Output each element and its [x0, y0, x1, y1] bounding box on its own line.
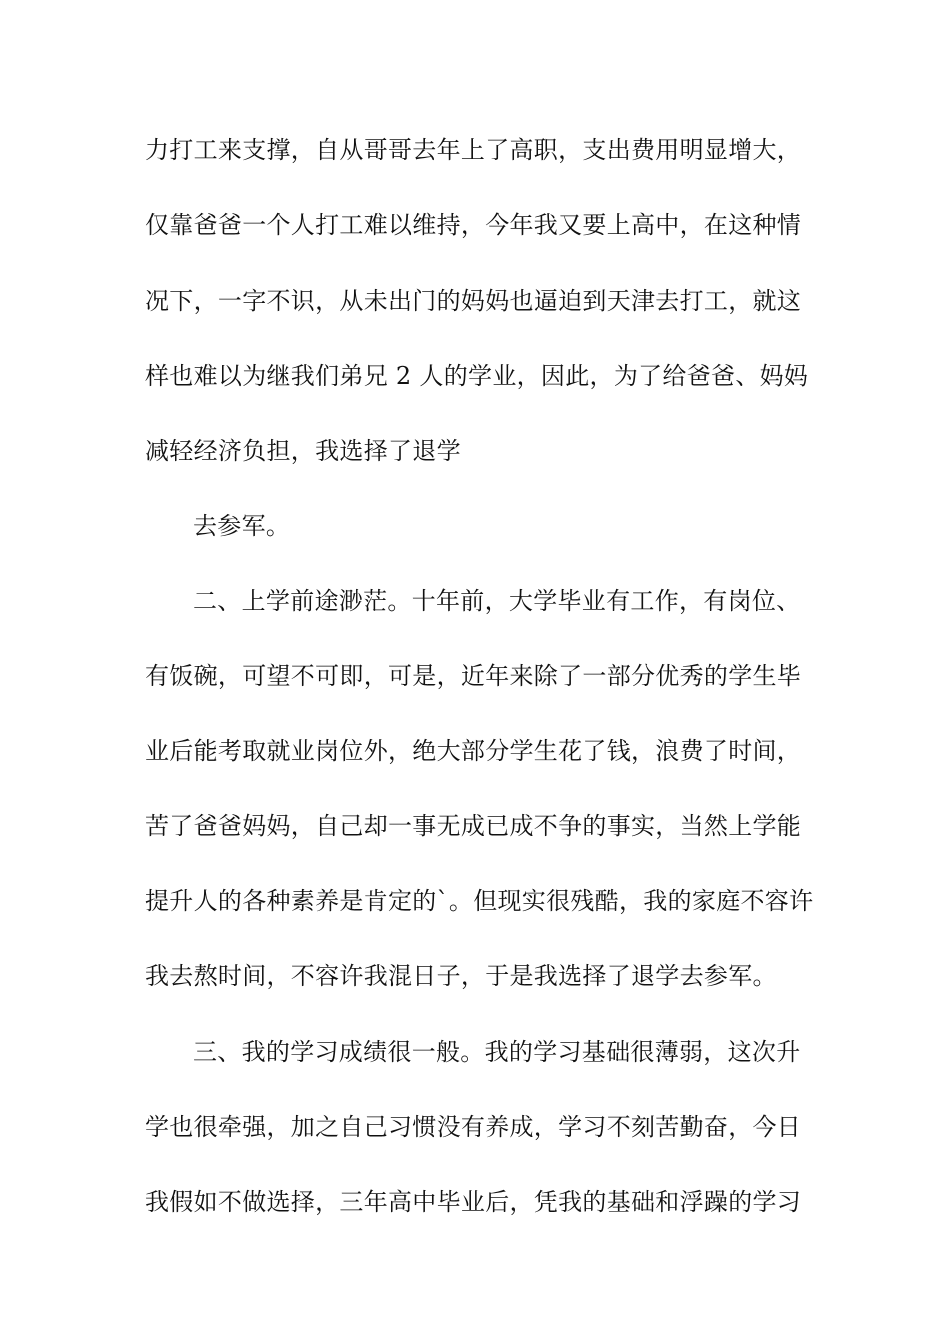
- text-line: 样也难以为继我们弟兄 2 人的学业，因此，为了给爸爸、妈妈: [145, 362, 809, 390]
- text-line: 去参军。: [193, 512, 291, 540]
- text-line: 力打工来支撑，自从哥哥去年上了高职，支出费用明显增大，: [145, 136, 802, 164]
- text-line: 有饭碗，可望不可即，可是，近年来除了一部分优秀的学生毕: [145, 662, 802, 690]
- paragraph-heading-line: 三、我的学习成绩很一般。我的学习基础很薄弱，这次升: [193, 1038, 801, 1066]
- text-line: 减轻经济负担，我选择了退学: [145, 437, 461, 465]
- text-line: 学也很牵强，加之自己习惯没有养成，学习不刻苦勤奋，今日: [145, 1113, 802, 1141]
- text-line: 业后能考取就业岗位外，绝大部分学生花了钱，浪费了时间，: [145, 737, 802, 765]
- paragraph-heading-line: 二、上学前途渺茫。十年前，大学毕业有工作，有岗位、: [193, 587, 801, 615]
- text-line: 仅靠爸爸一个人打工难以维持，今年我又要上高中，在这种情: [145, 211, 802, 239]
- text-line: 况下，一字不识，从未出门的妈妈也逼迫到天津去打工，就这: [145, 287, 802, 315]
- text-line: 提升人的各种素养是肯定的`。但现实很残酷，我的家庭不容许: [145, 887, 814, 915]
- text-line: 我去熬时间，不容许我混日子，于是我选择了退学去参军。: [145, 962, 777, 990]
- text-line: 苦了爸爸妈妈，自己却一事无成已成不争的事实，当然上学能: [145, 812, 802, 840]
- text-line: 我假如不做选择，三年高中毕业后，凭我的基础和浮躁的学习: [145, 1188, 802, 1216]
